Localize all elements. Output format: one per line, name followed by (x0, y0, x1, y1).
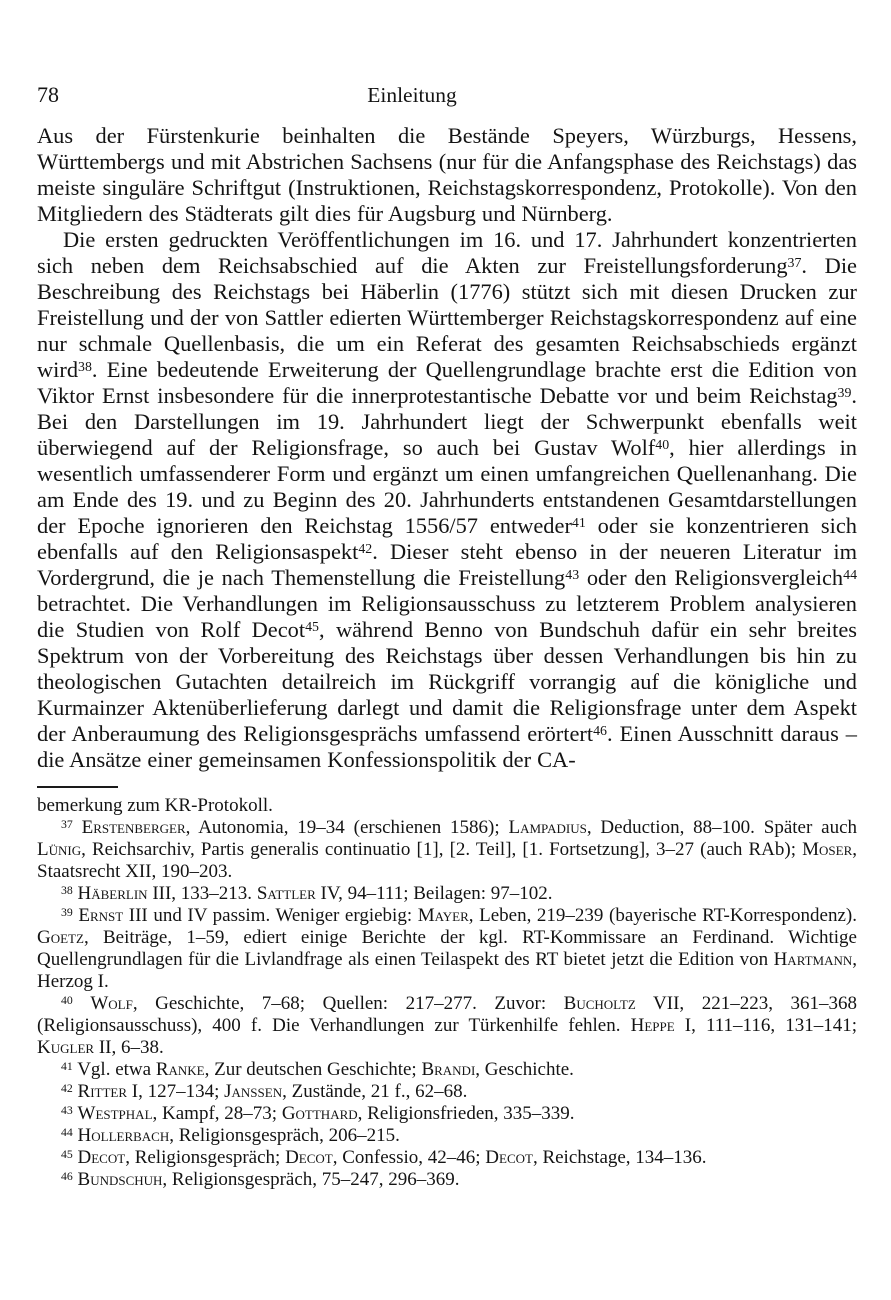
paragraph (37, 227, 857, 773)
footnote-number: 44 (61, 1125, 73, 1139)
footnote-reference: 42 (358, 541, 373, 557)
footnote-number: 45 (61, 1147, 73, 1161)
text-run: . Dieser steht ebenso in der neueren Literatur im Vordergrund, die je nach Themenstellung die Freistellung (37, 539, 857, 590)
text-run: , Herzog I. (37, 949, 857, 992)
footnote-item (37, 817, 857, 883)
footnote-number: 42 (61, 1081, 73, 1095)
smallcaps-author: Heppe (630, 1015, 675, 1036)
smallcaps-author: Moser (802, 839, 853, 860)
text-run: Vgl. etwa (77, 1059, 156, 1080)
smallcaps-author: Janssen (224, 1081, 283, 1102)
page-header-row (37, 82, 857, 108)
smallcaps-author: Ritter (77, 1081, 128, 1102)
smallcaps-author: Häberlin (77, 883, 148, 904)
footnote-item (37, 1169, 857, 1191)
smallcaps-author: Lünig (37, 839, 82, 860)
footnote-continuation: bemerkung zum KR-Protokoll. (37, 795, 273, 816)
text-run: , Religionsgespräch, 206–215. (169, 1125, 400, 1146)
footnote-reference: 40 (655, 437, 670, 453)
text-run: , Zustände, 21 f., 62–68. (282, 1081, 468, 1102)
smallcaps-author: Decot (485, 1147, 533, 1168)
footnote-reference: 46 (593, 723, 607, 739)
text-run: , Kampf, 28–73; (152, 1103, 282, 1124)
footnote-item (37, 1059, 857, 1081)
text-run: , Beiträge, 1–59, ediert einige Berichte der kgl. RT-Kommissare an Ferdinand. Wichtige Quellengrundlagen für die Livlandfrage als einen Teilaspekt des RT bietet jetzt die Edition von (37, 927, 857, 970)
text-run: Die ersten gedruckten Veröffentlichungen im 16. und 17. Jahrhundert konzentrierten sich neben dem Reichsabschied auf die Akten zur Freistellungsforderung (37, 227, 857, 278)
smallcaps-author: Sattler (256, 883, 316, 904)
text-run: , Geschichte, 7–68; Quellen: 217–277. Zuvor: (132, 993, 564, 1014)
smallcaps-author: Hollerbach (77, 1125, 170, 1146)
footnote-reference: 38 (78, 359, 92, 375)
smallcaps-author: Westphal (77, 1103, 153, 1124)
smallcaps-author: Ranke (155, 1059, 205, 1080)
text-run: , Autonomia, 19–34 (erschienen 1586); (185, 817, 509, 838)
footnote-item (37, 1103, 857, 1125)
footnote-item (37, 1125, 857, 1147)
footnote-number: 46 (61, 1169, 73, 1183)
footnote-number: 43 (61, 1103, 73, 1117)
text-run: . Einen Ausschnitt daraus – die Ansätze einer gemeinsamen Konfessionspolitik der CA- (37, 721, 858, 772)
body-text (37, 123, 857, 773)
text-run: , Geschichte. (475, 1059, 574, 1080)
footnote-item (37, 883, 857, 905)
footnote-item (37, 905, 857, 993)
smallcaps-author: Lampadius (508, 817, 587, 838)
smallcaps-author: Bucholtz (563, 993, 636, 1014)
text-run: . Eine bedeutende Erweiterung der Quellengrundlage brachte erst die Edition von Viktor Ernst insbesondere für die innerprotestantische Debatte vor und beim Reichstag (37, 357, 857, 408)
smallcaps-author: Decot (285, 1147, 333, 1168)
text-run: I, 127–134; (127, 1081, 225, 1102)
footnote-reference: 39 (837, 385, 852, 401)
smallcaps-author: Kugler (37, 1037, 95, 1058)
text-run: , Reichsarchiv, Partis generalis continuatio [1], [2. Teil], [1. Fortsetzung], 3–27 (auch RAb); (81, 839, 803, 860)
footnote-number: 37 (61, 817, 73, 831)
text-run: oder sie konzentrieren sich ebenfalls auf den Religionsaspekt (37, 513, 857, 564)
running-header: Einleitung (367, 83, 457, 107)
footnote-number: 40 (61, 993, 73, 1007)
footnote-separator (37, 786, 118, 788)
page-number: 78 (37, 82, 59, 107)
text-run: , während Benno von Bundschuh dafür ein sehr breites Spektrum von der Vorbereitung des Reichstags über dessen Verhandlungen bis hin zu theologischen Gutachten detailreich im Rückgriff vorrangig auf die königliche und Kurmainzer Aktenüberlieferung darlegt und damit die Religionsfrage unter dem Aspekt der Anberaumung des Religionsgesprächs umfassend erörtert (37, 617, 858, 746)
text-run: . Bei den Darstellungen im 19. Jahrhundert liegt der Schwerpunkt ebenfalls weit überwiegend auf der Religionsfrage, so auch bei Gustav Wolf (37, 383, 857, 460)
footnote-reference: 37 (787, 255, 802, 271)
text-run: , Reichstage, 134–136. (532, 1147, 707, 1168)
text-run: , Staatsrecht XII, 190–203. (37, 839, 857, 882)
footnote-number: 41 (61, 1059, 73, 1073)
smallcaps-author: Goetz (37, 927, 84, 948)
smallcaps-author: Gotthard (281, 1103, 358, 1124)
smallcaps-author: Bundschuh (77, 1169, 163, 1190)
smallcaps-author: Erstenberger (81, 817, 186, 838)
text-run: VII, 221–223, 361–368 (Religionsausschuss), 400 f. Die Verhandlungen zur Türkenhilfe fehlen. (37, 993, 857, 1036)
smallcaps-author: Decot (77, 1147, 126, 1168)
text-run: , Confessio, 42–46; (332, 1147, 486, 1168)
text-run: , Zur deutschen Geschichte; (204, 1059, 422, 1080)
text-run: , Religionsgespräch; (125, 1147, 286, 1168)
text-run: , Deduction, 88–100. Später auch (586, 817, 857, 838)
text-run: . Die Beschreibung des Reichstags bei Häberlin (1776) stützt sich mit diesen Drucken zur Freistellung und der von Sattler edierten Württemberger Reichstagskorrespondenz auf eine nur schmale Quellenbasis, die um ein Referat des gesamten Reichsabschieds ergänzt wird (37, 253, 857, 382)
paragraph (37, 123, 857, 227)
footnote-reference: 45 (305, 619, 319, 635)
footnote-item (37, 993, 857, 1059)
smallcaps-author: Mayer (417, 905, 469, 926)
text-run: , hier allerdings in wesentlich umfassenderer Form und ergänzt um einen umfangreichen Quellenanhang. Die am Ende des 19. und zu Beginn des 20. Jahrhunderts entstandenen Gesamtdarstellungen der Epoche ignorieren den Reichstag 1556/57 entweder (37, 435, 857, 538)
text-run: Aus der Fürstenkurie beinhalten die Bestände Speyers, Würzburgs, Hessens, Württembergs und mit Abstrichen Sachsens (nur für die Anfangsphase des Reichstags) das meiste singuläre Schriftgut (Instruktionen, Reichstagskorrespondenz, Protokolle). Von den Mitgliedern des Städterats gilt dies für Augsburg und Nürnberg. (37, 123, 857, 226)
smallcaps-author: Brandi (421, 1059, 476, 1080)
text-run: III und IV passim. Weniger ergiebig: (123, 905, 418, 926)
footnotes (37, 795, 857, 1191)
text-run: , Religionsfrieden, 335–339. (357, 1103, 575, 1124)
footnote-item (37, 1147, 857, 1169)
footnote-item (37, 1081, 857, 1103)
text-run: II, 6–38. (94, 1037, 164, 1058)
footnote-number: 38 (61, 883, 73, 897)
smallcaps-author: Hartmann (773, 949, 853, 970)
footnote-reference: 41 (571, 515, 586, 531)
smallcaps-author: Ernst (78, 905, 124, 926)
text-run: III, 133–213. (147, 883, 257, 904)
text-run: betrachtet. Die Verhandlungen im Religionsausschuss zu letzterem Problem analysieren die Studien von Rolf Decot (37, 591, 857, 642)
footnote-reference: 44 (843, 567, 858, 583)
text-run: , Leben, 219–239 (bayerische RT-Korrespondenz). (468, 905, 857, 926)
text-run: , Religionsgespräch, 75–247, 296–369. (162, 1169, 460, 1190)
footnote-number: 39 (61, 905, 73, 919)
text-run: I, 111–116, 131–141; (674, 1015, 857, 1036)
smallcaps-author: Wolf (90, 993, 133, 1014)
text-run: oder den Religionsvergleich (579, 565, 844, 590)
footnote-reference: 43 (565, 567, 580, 583)
text-run: IV, 94–111; Beilagen: 97–102. (315, 883, 553, 904)
